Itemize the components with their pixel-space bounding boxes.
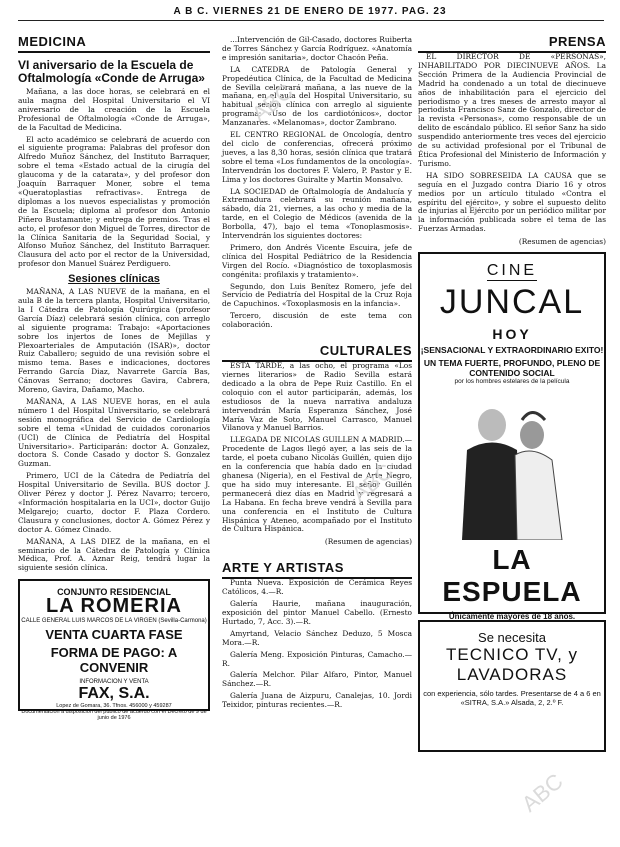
ad-romeria-legal: Documentación a disposición del público de acuerdo con el Decreto de 9 de junio de 1976	[21, 709, 207, 722]
ad-tecnico-tv	[418, 620, 606, 752]
couple-illustration-icon	[437, 390, 587, 540]
header-rule	[18, 20, 604, 21]
cine-badge: CINE	[486, 262, 538, 280]
article-title-aniversario: VI aniversario de la Escuela de Oftalmología «Conde de Arruga»	[18, 58, 205, 85]
column-prensa	[418, 24, 606, 752]
source-note: (Resumen de agencias)	[324, 537, 412, 547]
cine-credits: por los hombres estelares de la película	[454, 378, 570, 386]
tec-details: con experiencia, sólo tardes. Presentarse de 4 a 6 en «SITRA, S.A.» Alsada, 2, 2.º F.	[423, 689, 601, 708]
paragraph: MAÑANA, A LAS NUEVE de la mañana, en el aula B de la tercera planta, Hospital Universitario, la I Cátedra de Patología Quirúrgica (profesor García Díaz) celebrará sesión clínica, con arreglo al siguiente programa: Trabajo: «Aportaciones sobre los injertos de Iones de Mejillas y Plexoarteriales de Amputación (ISAR)», doctor Ruiz Caballero; seguido de una revisión sobre el mismo tema. Bases e indicaciones, doctores Ferrando García Diaz, Navarrete García Bas, Cánovas Serrano; doctores Gavira, Cabrera, Moreno, Gavira, Dañamo, Macho.	[18, 287, 210, 395]
ad-romeria-line: CONJUNTO RESIDENCIAL	[57, 587, 171, 598]
paragraph: Segundo, don Luis Benítez Romero, jefe del Servicio de Pediatría del Hospital de la Cruz Roja de Capuchinos. «Toxoplasmosis en la infancia».	[222, 281, 412, 309]
list-item: Punta Nueva. Exposición de Cerámica Reyes Católicos, 4.—R.	[222, 578, 412, 597]
paragraph: Tercero, discusión de este tema con colaboración.	[222, 311, 412, 330]
watermark: ABC	[516, 768, 568, 817]
ad-cine-juncal	[418, 252, 606, 622]
section-culturales: CULTURALES	[222, 333, 412, 362]
paragraph: El acto académico se celebrará de acuerdo con el siguiente programa: Palabras del profesor don Alfredo Muñoz Sánchez, del Instituto Barraquer, sobre el tema «Estado actual de la cirugía del glaucoma y de la catarata», y del profesor don Joaquín Barraquer Moner, sobre el tema «Queratoplastias refractivas». Entrega de diplomas a los nuevos especialistas y promoción de la Escuela; diploma al profesor don Antonio Piñero Bustamante; y entrega de premios. Tras el acto, el profesor don Miguel de Torres, director de la Clínica Sanitaria de la Seguridad Social, y Alfonso Muñoz Sánchez, del Instituto Barraquer. Clausura del acto por el rector de la Universidad, profesor don Manuel Suárez Perdiguero.	[18, 134, 210, 269]
page-header-text: A B C. VIERNES 21 DE ENERO DE 1977. PAG. 23	[173, 6, 447, 17]
watermark: ABC	[246, 78, 298, 127]
paragraph: HA SIDO SOBRESEIDA LA CAUSA que se seguía en el Juzgado contra Diario 16 y otros medios por un artículo titulado «Contra el espíritu del ejército», y sobre el supuesto delito de injurias al Ejército por un periódico militar por la información publicada sobre el tema de las Fuerzas Armadas.	[418, 170, 606, 234]
column-medicina	[18, 24, 210, 722]
paragraph: MAÑANA, A LAS NUEVE horas, en el aula número 1 del Hospital Universitario, se celebrará sesión monográfica del Servicio de Cardiología sobre el tema «Unidad de cuidados coronarios (UCI) de Clínica de Pediatría del Hospital Universitario». Participarán: doctor A. Gonzalez, doctora S. Conde Casado y doctor S. Gonzalez Guzman.	[18, 397, 210, 469]
watermark: ABC	[346, 458, 398, 507]
column-center	[222, 24, 412, 713]
paragraph: LLEGADA DE NICOLAS GUILLEN A MADRID.—Procedente de Lagos llegó ayer, a las seis de la tarde, el poeta cubano Nicolás Guillén, quien dijo en la conferencia que había dado en la ciudad ghanesa (Nigeria), en el Festival de Arte Negro, que ha sido muy interesante. El señor Guillén permanecerá diez días en Madrid y regresará a La Habana. En fecha breve vendrá a Sevilla para una conferencia en el Instituto de Cultura Hispánica y Ateneo, acompañado por el Instituto de Cultura Hispánica.	[222, 435, 412, 534]
section-arte: ARTE Y ARTISTAS	[222, 550, 412, 579]
article-title-sesiones: Sesiones clínicas	[68, 273, 160, 286]
film-title: LA ESPUELA	[442, 544, 582, 608]
list-item: Amyrtand, Velacio Sánchez Deduzo, 5 Mosca Mora.—R.	[222, 628, 412, 647]
cine-tagline-2: UN TEMA FUERTE, PROFUNDO, PLENO DE CONTENIDO SOCIAL	[423, 358, 601, 379]
cine-tagline-1: ¡SENSACIONAL Y EXTRAORDINARIO EXITO!	[420, 345, 604, 356]
paragraph: Primero, don Andrés Vicente Escuira, jefe de clínica del Hospital Pediátrico de la Residencia Virgen del Rocío. «Diagnóstico de toxoplasmosis congénita: profilaxis y tratamiento».	[222, 242, 412, 279]
list-item: Galería Melchor. Pilar Alfaro, Pintor, Manuel Sánchez.—R.	[222, 670, 412, 689]
cine-hoy: HOY	[492, 326, 532, 343]
paragraph: LA CATEDRA de Patología General y Propedéutica Clínica, de la Facultad de Medicina de Sevilla celebrará mañana, a las nueve de la mañana, en el aula del Hospital Universitario, su habitual sesión clínica con arreglo al siguiente programa: «Uso de los cardiotónicos», doctor Manzanares. «Melanomas», doctor Zambrano.	[222, 64, 412, 128]
ad-romeria-payment: FORMA DE PAGO: A CONVENIR	[50, 645, 178, 676]
paragraph: EL CENTRO REGIONAL de Oncología, dentro del ciclo de conferencias, ofrecerá próximo jueves, a las 8,30 horas, sesión clínica que tratará sobre el tema «Los fundamentos de la oncología». Intervendrán los doctores F. Valero, P. Pastor y E. Lima y los doctores Guiralte y Martin Monsalvo.	[222, 130, 412, 184]
source-note: (Resumen de agencias)	[518, 237, 606, 247]
ad-romeria-address: CALLE GENERAL LUIS MARCOS DE LA VIRGEN (Sevilla-Carmona)	[21, 618, 207, 625]
tec-heading: Se necesita	[478, 630, 546, 646]
paragraph: EL DIRECTOR DE «PERSONAS», INHABILITADO POR DIECINUEVE AÑOS. La Sección Primera de la Audiencia Provincial de Madrid ha condenado a un total de diecinueve años de inhabilitación para el ejercicio del periodismo y a tres meses de arresto mayor al periodista Francisco Sanz de Gonzalo, director de la revista «Personas», como responsable de un delito de escándalo público. El señor Sanz ha sido suspendido anteriormente tres veces del ejercicio de su actividad profesional por el Tribunal de Ética Profesional del Ministerio de Información y Turismo.	[418, 52, 606, 168]
paragraph: Primero, UCI de la Cátedra de Pediatría del Hospital Universitario de Sevilla. BUS doctor J. Oliver Pérez y doctor J. Pérez Navarro; tercero, «Información hospitalaria en la UCI», doctor Guijo Melgarejo; cuarto, doctor F. Plaza Cordero. Clausura y conclusiones, doctor A. Gómez Pérez y doctor A. Gómez Cinado.	[18, 471, 210, 534]
paragraph: ESTA TARDE, a las ocho, el programa «Los viernes literarios» de Radio Sevilla estará dedicado a la obra de Pepe Ruiz Castillo. En el coloquio con el autor participarán, además, los estudiosos de la nueva narrativa andaluza intervendrán María Esperanza Sánchez, José María Vaz de Soto, Manuel Carrasco, Manuel Vilanova y Manuel Barrios.	[222, 361, 412, 433]
cine-rating: Únicamente mayores de 18 años.	[448, 612, 576, 622]
paragraph: MAÑANA, A LAS DIEZ de la mañana, en el seminario de la Cátedra de Patología y Clínica Médica, Prof. A. Aznar Reig, tendrá lugar la siguiente sesión clínica.	[18, 536, 210, 573]
section-prensa: PRENSA	[418, 24, 606, 53]
paragraph: LA SOCIEDAD de Oftalmología de Andalucía y Extremadura celebrará su reunión mañana, sábado, día 21, viernes, a las ocho y media de la tarde, en el Colegio de Médicos (avenida de la Borbolla, 47), bajo el tema «Tonoplasmosis». Intervendrán los siguientes doctores:	[222, 186, 412, 241]
ad-romeria-name: LA ROMERIA	[46, 595, 182, 618]
ad-romeria-sale: VENTA CUARTA FASE	[45, 627, 183, 643]
list-item: Galería Haurie, mañana inauguración, exposición del pintor Manuel Cabello. (Ernesto Hurtado, 7, Acc. 3).—R.	[222, 599, 412, 626]
list-item: Galería Juana de Aizpuru, Canalejas, 10. Jordi Teixidor, pinturas recientes.—R.	[222, 691, 412, 710]
ad-romeria-info: INFORMACION Y VENTA	[79, 679, 149, 686]
ad-romeria-company: FAX, S.A.	[78, 685, 150, 703]
cine-name: JUNCAL	[439, 283, 585, 322]
ad-la-romeria	[18, 579, 210, 722]
ad-romeria-contact: Lopez de Gomara, 36. Tfnos. 456000 y 459287	[56, 703, 172, 710]
paragraph: Mañana, a las doce horas, se celebrará en el aula magna del Hospital Universitario el VI aniversario de la creación de la Escuela Profesional de Oftalmología «Conde de Arruga», de la Facultad de Medicina.	[18, 87, 210, 132]
list-item: Galería Meng. Exposición Pinturas, Camacho.—R.	[222, 649, 412, 668]
tec-title: TECNICO TV, y LAVADORAS	[445, 645, 579, 685]
section-medicina: MEDICINA	[18, 24, 210, 53]
paragraph: ...Intervención de Gil-Casado, doctores Ruiberta de Torres Sánchez y García Rodríguez. «Anatomía e impresión sanitaria», doctor Chacón Peña.	[222, 35, 412, 62]
